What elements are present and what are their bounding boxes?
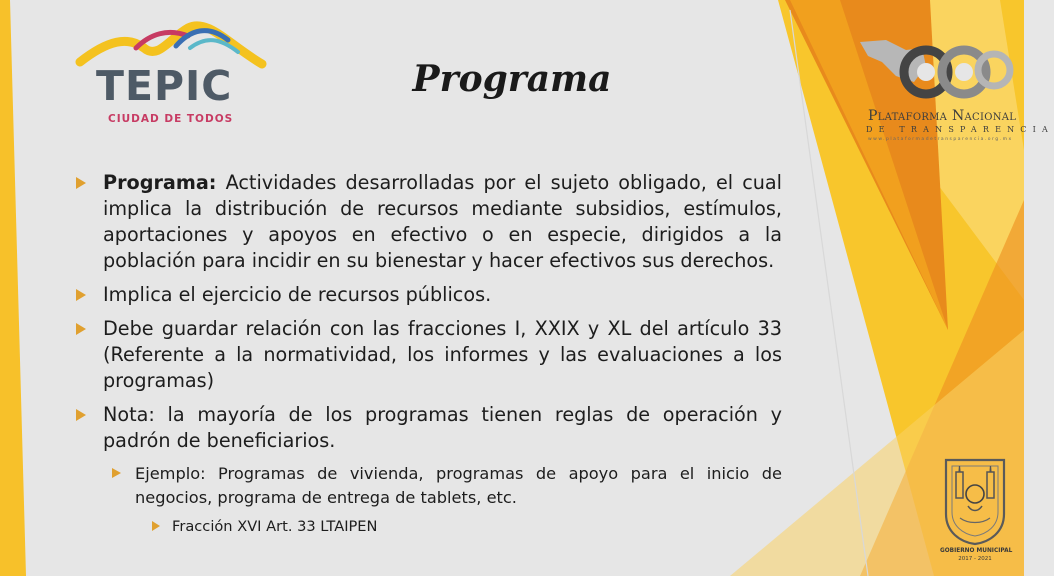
bullet-arrow-icon <box>76 177 86 189</box>
slide-title: Programa <box>412 58 612 100</box>
bullet-arrow-icon <box>112 468 121 478</box>
municipal-seal <box>940 454 1013 572</box>
list-item <box>76 316 782 394</box>
tepic-wordmark: TEPIC <box>96 62 233 110</box>
bullet-text: Nota: la mayoría de los programas tienen reglas de operación y padrón de beneficiarios. <box>103 403 782 452</box>
seal-caption-line-1: GOBIERNO MUNICIPAL <box>940 548 1013 554</box>
pnt-subtitle: DE TRANSPARENCIA <box>866 125 1054 134</box>
pnt-name: Plataforma Nacional <box>868 108 1017 124</box>
bullet-arrow-icon <box>152 521 160 531</box>
pnt-logo <box>856 36 1054 148</box>
coat-of-arms-icon <box>940 454 1010 546</box>
bullet-arrow-icon <box>76 289 86 301</box>
sub-bullet-text: Ejemplo: Programas de vivienda, programas de apoyo para el inicio de negocios, programa de entrega de tablets, etc. <box>135 464 782 507</box>
sub-list-item <box>112 462 782 510</box>
bullet-list <box>76 170 782 538</box>
sub-sub-bullet-text: Fracción XVI Art. 33 LTAIPEN <box>172 518 378 535</box>
list-item <box>76 282 782 308</box>
seal-caption-line-2: 2017 - 2021 <box>958 556 992 562</box>
bullet-arrow-icon <box>76 323 86 335</box>
list-item <box>76 170 782 274</box>
tepic-tagline: CIUDAD DE TODOS <box>108 113 234 125</box>
bullet-text: Actividades desarrolladas por el sujeto obligado, el cual implica la distribución de recursos mediante subsidios, estímulos, aportaciones y apoyos en efectivo o en especie, dirigidos a la población para incidir en su bienestar y hacer efectivos sus derechos. <box>103 171 782 272</box>
bullet-term: Programa: <box>103 171 217 194</box>
mexico-map-icon <box>856 36 1016 106</box>
bullet-text: Implica el ejercicio de recursos públicos. <box>103 283 492 306</box>
list-item <box>76 402 782 454</box>
bullet-text: Debe guardar relación con las fracciones I, XXIX y XL del artículo 33 (Referente a la normatividad, los informes y las evaluaciones a los programas) <box>103 317 782 392</box>
bullet-arrow-icon <box>76 409 86 421</box>
sub-sub-list-item <box>152 516 782 538</box>
pnt-url: www.plataformadetransparencia.org.mx <box>868 137 1013 142</box>
